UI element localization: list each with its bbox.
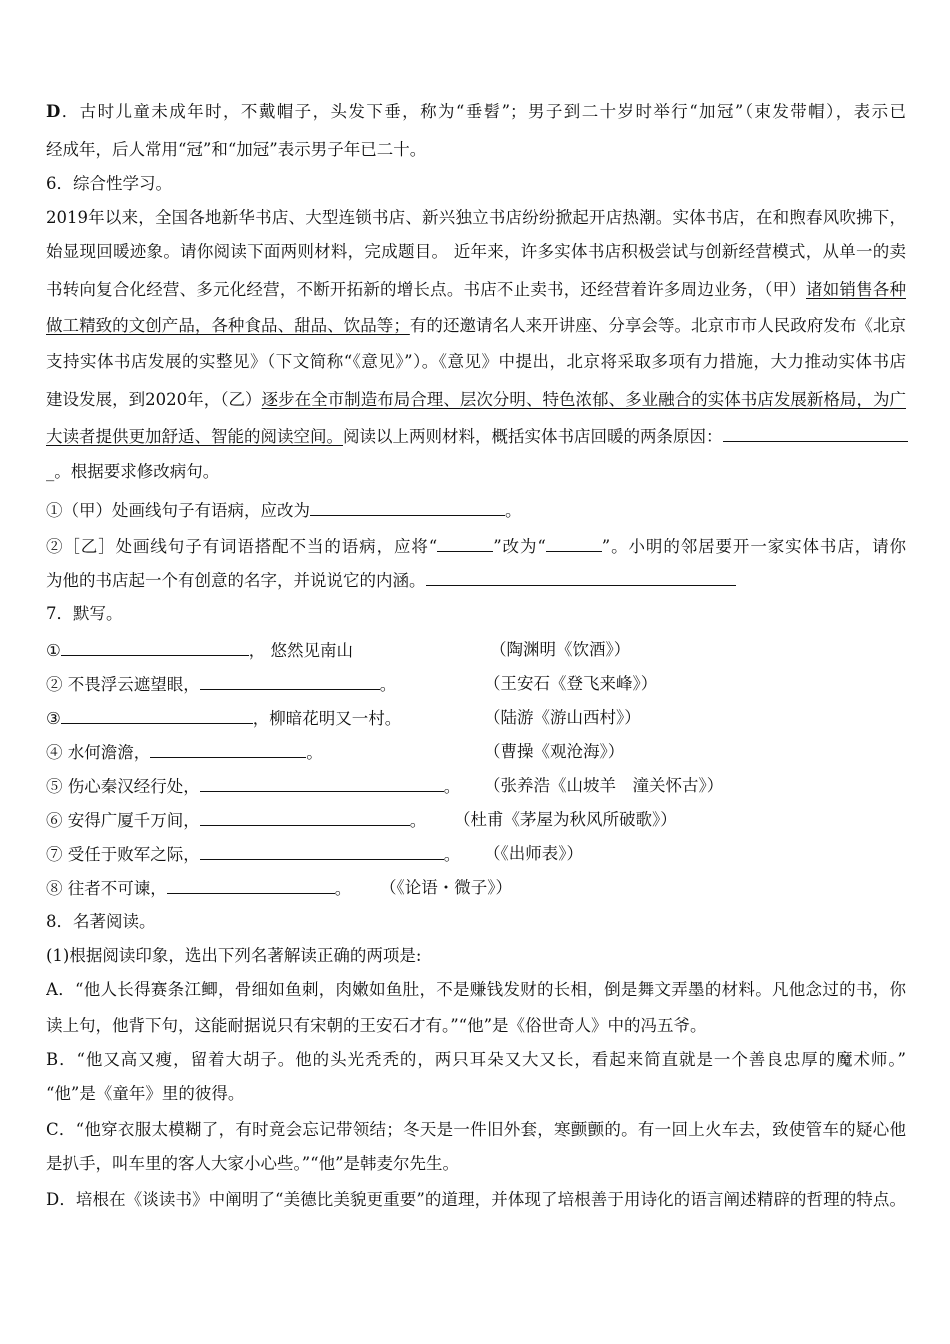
q8-option-b-cont: “他”是《童年》里的彼得。 — [46, 1084, 245, 1103]
answer-blank[interactable] — [546, 535, 602, 552]
text: ⑧ 往者不可谏， — [46, 879, 167, 898]
text: 书转向复合化经营、多元化经营，不断开拓新的增长点。书店不止卖书，还经营着许多周边业务，（甲） — [46, 280, 806, 299]
answer-blank[interactable] — [61, 639, 249, 656]
text: ② 不畏浮云遮望眼， — [46, 675, 200, 694]
q6-paragraph-line: 支持实体书店发展的实整见》（下文简称“《意见》”）。《意见》中提出，北京将采取多项有力措施，大力推动实体书店 — [46, 352, 906, 371]
q7-item — [46, 741, 323, 764]
q5-option-d-line2: 经成年，后人常用“冠”和“加冠”表示男子年已二十。 — [46, 140, 427, 159]
text: 有的还邀请名人来开讲座、分享会等。北京市市人民政府发布《北京 — [409, 316, 906, 335]
q7-source: （杜甫《茅屋为秋风所破歌》） — [454, 810, 677, 829]
q6-paragraph-line — [46, 315, 906, 337]
q7-item — [46, 843, 460, 866]
text: 。 — [409, 811, 427, 830]
text: ．古时儿童未成年时，不戴帽子，头发下垂，称为“垂髫”；男子到二十岁时举行“加冠”（束发带帽），表示已 — [60, 102, 906, 121]
text: 阅读以上两则材料，概括实体书店回暖的两条原因： — [343, 427, 723, 446]
answer-blank[interactable] — [167, 877, 335, 894]
q8-option-b: B．“他又高又瘦，留着大胡子。他的头光秃秃的，两只耳朵又大又长，看起来简直就是一个善良忠厚的魔术师。” — [46, 1050, 906, 1069]
q7-item — [46, 707, 401, 730]
answer-blank[interactable] — [426, 569, 736, 586]
text: ① — [46, 641, 61, 660]
q8-option-c-cont: 是扒手，叫车里的客人大家小心些。”“他”是韩麦尔先生。 — [46, 1154, 460, 1173]
underlined-sentence-jia: 做工精致的文创产品，各种食品、甜品、饮品等； — [46, 316, 410, 335]
q6-paragraph-line: 2019年以来，全国各地新华书店、大型连锁书店、新兴独立书店纷纷掀起开店热潮。实体书店，在和煦春风吹拂下， — [46, 208, 906, 227]
q7-source: （张养浩《山坡羊 潼关怀古》） — [484, 776, 724, 795]
text: ，柳暗花明又一村。 — [252, 709, 402, 728]
q7-source: （王安石《登飞来峰》） — [484, 674, 658, 693]
answer-blank[interactable] — [200, 809, 410, 826]
text: ⑥ 安得广厦千万间， — [46, 811, 200, 830]
q7-item — [46, 809, 426, 832]
text: 。 — [306, 743, 323, 762]
q6-sub1 — [46, 499, 522, 522]
text: ， 悠然见南山 — [248, 641, 354, 660]
answer-blank[interactable] — [61, 707, 253, 724]
q6-paragraph-line — [46, 389, 906, 411]
underlined-sentence-jia: 诸如销售各种 — [806, 280, 906, 299]
text: ③ — [46, 709, 61, 728]
underlined-sentence-yi: 逐步在全市制造布局合理、层次分明、特色浓郁、多业融合的实体书店发展新格局，为广 — [261, 390, 906, 409]
text: 。 — [379, 675, 397, 694]
q6-sub2 — [46, 535, 906, 557]
text: ⑤ 伤心秦汉经行处， — [46, 777, 200, 796]
q8-title: 8．名著阅读。 — [46, 912, 156, 931]
q8-option-a-cont: 读上句，他背下句，这能耐据说只有宋朝的王安石才有。”“他”是《俗世奇人》中的冯五爷。 — [46, 1016, 707, 1035]
q6-paragraph-line: 始显现回暖迹象。请你阅读下面两则材料，完成题目。 近年来，许多实体书店积极尝试与创新经营模式，从单一的卖 — [46, 242, 906, 261]
text: ②［乙］处画线句子有词语搭配不当的语病，应将“ — [46, 537, 438, 556]
text: 。 — [505, 501, 522, 520]
text: ”改为“ — [493, 537, 546, 556]
underlined-sentence-yi: 大读者提供更加舒适、智能的阅读空间。 — [46, 427, 343, 446]
q8-option-a: A．“他人长得赛条江鲫，骨细如鱼刺，肉嫩如鱼肚，不是赚钱发财的长相，倒是舞文弄墨的材料。凡他念过的书，你 — [46, 980, 906, 999]
answer-blank[interactable] — [437, 535, 493, 552]
answer-blank[interactable] — [200, 843, 444, 860]
q8-subquestion: (1)根据阅读印象，选出下列名著解读正确的两项是: — [46, 946, 422, 965]
q6-paragraph-line — [46, 425, 908, 448]
q7-title: 7．默写。 — [46, 604, 123, 623]
q7-source: （《出师表》） — [484, 844, 583, 863]
q6-sub3 — [46, 569, 736, 592]
text: ”。小明的邻居要开一家实体书店，请你 — [601, 537, 906, 556]
answer-blank[interactable] — [200, 673, 380, 690]
answer-blank[interactable] — [723, 425, 908, 442]
q7-source: （《论语・微子》） — [380, 878, 512, 897]
text: 。 — [443, 845, 461, 864]
answer-blank[interactable] — [150, 741, 306, 758]
q7-item — [46, 877, 351, 900]
text: ①（甲）处画线句子有语病，应改为 — [46, 501, 310, 520]
option-label: D — [46, 102, 61, 121]
q5-option-d-line1 — [46, 101, 906, 123]
q7-item — [46, 639, 353, 662]
q6-paragraph-line: _。根据要求修改病句。 — [46, 462, 220, 481]
q7-item — [46, 775, 460, 798]
q7-source: （陶渊明《饮酒》） — [490, 640, 631, 659]
answer-blank[interactable] — [200, 775, 444, 792]
text: 。 — [334, 879, 352, 898]
q7-source: （曹操《观沧海》） — [484, 742, 625, 761]
text: ④ 水何澹澹， — [46, 743, 151, 762]
q6-title: 6．综合性学习。 — [46, 174, 172, 193]
text: 建设发展，到2020年，（乙） — [46, 390, 262, 409]
q8-option-c: C．“他穿衣服太模糊了，有时竟会忘记带领结；冬天是一件旧外套，寒颤颤的。有一回上火车去，致使管车的疑心他 — [46, 1120, 906, 1139]
text: ⑦ 受任于败军之际， — [46, 845, 200, 864]
answer-blank[interactable] — [310, 499, 505, 516]
q8-option-d: D．培根在《谈读书》中阐明了“美德比美貌更重要”的道理，并体现了培根善于用诗化的语言阐述精辟的哲理的特点。 — [46, 1190, 906, 1209]
q7-item — [46, 673, 396, 696]
q6-paragraph-line — [46, 279, 906, 301]
q7-source: （陆游《游山西村》） — [484, 708, 641, 727]
text: 为他的书店起一个有创意的名字，并说说它的内涵。 — [46, 571, 426, 590]
text: 。 — [443, 777, 461, 796]
